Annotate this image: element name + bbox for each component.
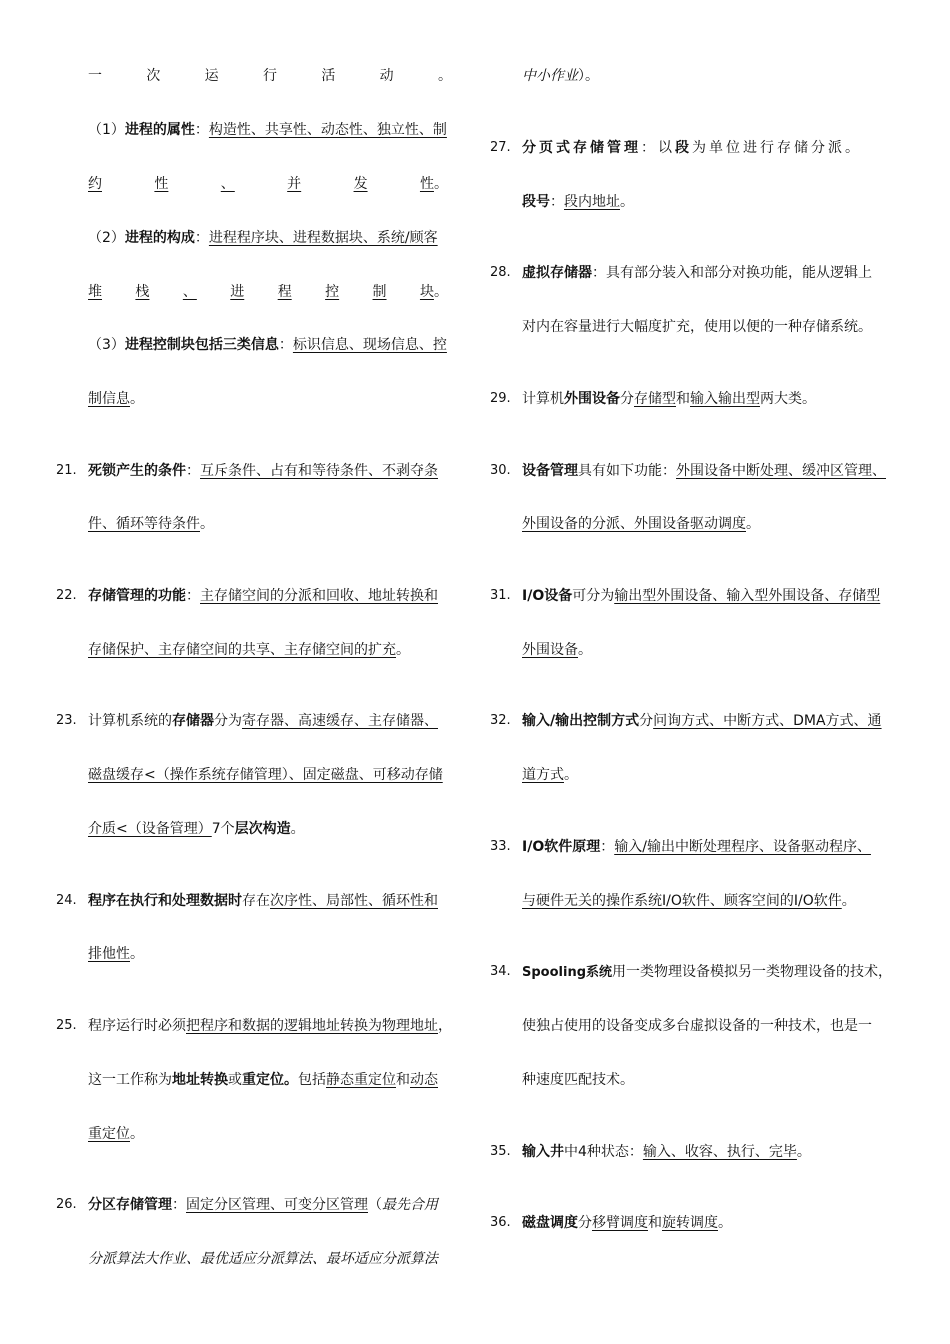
item-number-28: 28. — [490, 265, 511, 280]
io-software-line2 — [522, 891, 856, 911]
small-jobs: 中小作业 — [522, 68, 578, 84]
text: 分 — [639, 713, 654, 729]
text: 和 — [648, 1215, 662, 1231]
term-pcb-info: 进程控制块包括三类信息 — [124, 337, 279, 353]
partition-algorithms: 最先合用 — [382, 1197, 438, 1213]
item-prefix: （3） — [88, 337, 125, 353]
char: 程 — [277, 284, 292, 300]
term-program-execution: 程序在执行和处理数据时 — [88, 893, 242, 909]
locality-line2 — [88, 944, 144, 964]
text: 存在 — [242, 893, 270, 909]
term-process-attributes: 进程的属性 — [124, 122, 195, 138]
input-well-line — [522, 1142, 811, 1162]
process-attributes-line1 — [88, 120, 447, 140]
io-devices-values-cont: 外围设备 — [522, 642, 578, 658]
char: 活 — [321, 68, 336, 84]
text: 可分为 — [572, 588, 615, 604]
process-attributes-values-cont — [88, 174, 434, 194]
relocation-line1 — [88, 1016, 452, 1036]
item-number-29: 29. — [490, 391, 511, 406]
text: 分 — [578, 1215, 592, 1231]
char: 并 — [287, 176, 302, 192]
term-segment-number: 段号 — [522, 194, 550, 210]
char: 动 — [379, 68, 394, 84]
period: 。 — [200, 516, 214, 532]
deadlock-line2 — [88, 514, 214, 534]
colon: ： — [278, 337, 293, 353]
memory-hierarchy-line2 — [88, 765, 443, 785]
continuation-line — [522, 66, 599, 86]
rotation-scheduling: 旋转调度 — [662, 1215, 718, 1231]
text: 具有如下功能： — [578, 463, 676, 479]
storage-functions-values-cont: 存储保护、主存储空间的共享、主存储空间的扩充 — [88, 642, 396, 658]
char: 、 — [182, 284, 197, 300]
term-segment-storage: 分页式存储管理 — [522, 140, 641, 156]
pcb-info-line1 — [88, 335, 447, 355]
char: 一 — [88, 68, 102, 84]
text: 种速度匹配技术。 — [522, 1072, 634, 1088]
memory-hierarchy-line3 — [88, 819, 305, 839]
spooling-line1 — [522, 962, 892, 982]
deadlock-line1 — [88, 461, 438, 481]
locality-values-cont: 排他性 — [88, 946, 130, 962]
text: 计算机系统的 — [88, 713, 172, 729]
deadlock-values-cont: 件、循环等待条件 — [88, 516, 200, 532]
text: 或 — [228, 1072, 242, 1088]
text: 和 — [396, 1072, 410, 1088]
char: 。 — [437, 68, 452, 84]
partition-values: 固定分区管理、可变分区管理 — [186, 1197, 368, 1213]
io-devices-line1 — [522, 586, 880, 606]
seek-scheduling: 移臂调度 — [592, 1215, 648, 1231]
term-input-well: 输入井 — [522, 1144, 564, 1160]
text: 7个 — [211, 821, 235, 837]
peripheral-types-line — [522, 389, 816, 409]
spooling-line2 — [522, 1016, 872, 1036]
storage-functions-values: 主存储空间的分派和回收、地址转换和 — [200, 588, 438, 604]
io-control-values: 问询方式、中断方式、DMA方式、通 — [653, 713, 882, 729]
text: 计算机 — [522, 391, 564, 407]
partition-algorithms-cont: 分派算法大作业、最优适应分派算法、最坏适应分派算法 — [88, 1251, 438, 1267]
process-composition-values-cont — [88, 282, 434, 302]
char: 行 — [262, 68, 277, 84]
item-number-23: 23. — [56, 713, 77, 728]
period: 。 — [434, 284, 448, 300]
static-relocation: 静态重定位 — [326, 1072, 396, 1088]
deadlock-values: 互斥条件、占有和等待条件、不剥夺条 — [200, 463, 438, 479]
period: 。 — [290, 821, 305, 837]
io-devices-values: 输出型外围设备、输入型外围设备、存储型 — [614, 588, 881, 604]
term-device-management: 设备管理 — [522, 463, 578, 479]
term-disk-scheduling: 磁盘调度 — [522, 1215, 578, 1231]
text: 和 — [676, 391, 690, 407]
text: 两大类。 — [760, 391, 816, 407]
char: 制 — [372, 284, 387, 300]
memory-hierarchy-values-end: 介质<（设备管理） — [88, 821, 212, 837]
char: 、 — [220, 176, 235, 192]
char: 约 — [88, 176, 102, 192]
term-relocation: 重定位。 — [242, 1072, 298, 1088]
relocation-line3 — [88, 1124, 144, 1144]
period: 。 — [130, 1126, 144, 1142]
item-number-25: 25. — [56, 1018, 77, 1033]
period: 。 — [130, 946, 144, 962]
period: 。 — [434, 176, 448, 192]
device-management-values-cont: 外围设备的分派、外围设备驱动调度 — [522, 516, 746, 532]
process-attributes-values: 构造性、共享性、动态性、独立性、制 — [208, 122, 447, 138]
item-number-22: 22. — [56, 588, 77, 603]
locality-values: 次序性、局部性、循环性和 — [270, 893, 438, 909]
item-number-30: 30. — [490, 463, 511, 478]
term-io-devices: I/O设备 — [522, 588, 573, 604]
term-memory: 存储器 — [172, 713, 214, 729]
intro-line — [88, 66, 452, 86]
char: 次 — [146, 68, 161, 84]
device-management-line2 — [522, 514, 760, 534]
period: 。 — [746, 516, 760, 532]
char: 控 — [325, 284, 340, 300]
process-composition-line1 — [88, 228, 438, 248]
term-virtual-memory: 虚拟存储器 — [522, 265, 592, 281]
period: 。 — [718, 1215, 732, 1231]
colon: ： — [194, 122, 209, 138]
paren: （ — [368, 1197, 382, 1213]
term-segment: 段 — [675, 140, 692, 156]
text: ：具有部分装入和部分对换功能，能从逻辑上 — [592, 265, 872, 281]
relocation-line2 — [88, 1070, 438, 1090]
item-number-35: 35. — [490, 1144, 511, 1159]
item-number-26: 26. — [56, 1197, 77, 1212]
colon: ： — [600, 839, 615, 855]
io-control-line2 — [522, 765, 578, 785]
io-type: 输入输出型 — [690, 391, 760, 407]
segment-storage-line1 — [522, 138, 862, 158]
text: 包括 — [298, 1072, 326, 1088]
dynamic-relocation: 动态 — [410, 1072, 438, 1088]
colon: ： — [186, 463, 200, 479]
period: 。 — [841, 893, 856, 909]
io-devices-line2 — [522, 640, 592, 660]
period: 。 — [130, 391, 144, 407]
char: 栈 — [135, 284, 150, 300]
colon: ： — [194, 230, 209, 246]
partition-line1 — [88, 1195, 438, 1215]
text: 程序运行时必须 — [88, 1018, 186, 1034]
period: 。 — [620, 194, 634, 210]
memory-hierarchy-line1 — [88, 711, 438, 731]
term-hierarchy: 层次构造 — [234, 821, 291, 837]
item-prefix: （1） — [88, 122, 125, 138]
memory-hierarchy-values: 寄存器、高速缓存、主存储器、 — [242, 713, 438, 729]
char: 性 — [154, 176, 169, 192]
text: 中4种状态： — [564, 1144, 643, 1160]
period: 。 — [564, 767, 578, 783]
memory-hierarchy-values-cont: 磁盘缓存<（操作系统存储管理）、固定磁盘、可移动存储 — [88, 767, 443, 783]
colon: ： — [172, 1197, 186, 1213]
segment-storage-line2 — [522, 192, 634, 212]
char: 堆 — [88, 284, 102, 300]
pcb-info-values: 标识信息、现场信息、控 — [292, 337, 447, 353]
text: 分 — [620, 391, 634, 407]
text: 对内在容量进行大幅度扩充，使用以便的一种存储系统。 — [522, 319, 872, 335]
term-address-translation: 地址转换 — [172, 1072, 228, 1088]
item-number-24: 24. — [56, 893, 77, 908]
io-control-values-cont: 道方式 — [522, 767, 564, 783]
text: 用一类物理设备模拟另一类物理设备的技术， — [612, 964, 893, 980]
item-number-31: 31. — [490, 588, 511, 603]
address-translation-desc: 把程序和数据的逻辑地址转换为物理地址 — [186, 1018, 438, 1034]
comma: ， — [438, 1018, 452, 1034]
storage-type: 存储型 — [634, 391, 676, 407]
term-spooling: Spooling系统 — [522, 965, 613, 980]
process-composition-line2 — [88, 282, 454, 302]
period: 。 — [396, 642, 410, 658]
term-storage-functions: 存储管理的功能 — [88, 588, 186, 604]
paren-period: ）。 — [578, 68, 599, 84]
text: 分为 — [214, 713, 242, 729]
item-number-33: 33. — [490, 839, 511, 854]
pcb-info-line2 — [88, 389, 144, 409]
disk-scheduling-line — [522, 1213, 732, 1233]
text: 为单位进行存储分派。 — [692, 140, 862, 156]
colon: ： — [550, 194, 564, 210]
term-io-control: 输入/输出控制方式 — [522, 713, 640, 729]
item-number-36: 36. — [490, 1215, 511, 1230]
device-management-line1 — [522, 461, 886, 481]
colon: ： — [186, 588, 200, 604]
item-prefix: （2） — [88, 230, 125, 246]
text: ：以 — [641, 140, 675, 156]
io-software-values-cont: 与硬件无关的操作系统I/O软件、顾客空间的I/O软件 — [522, 893, 842, 909]
term-partition-storage: 分区存储管理 — [88, 1197, 172, 1213]
device-management-values: 外围设备中断处理、缓冲区管理、 — [676, 463, 886, 479]
item-number-32: 32. — [490, 713, 511, 728]
char: 性 — [419, 176, 434, 192]
pcb-info-values-cont: 制信息 — [88, 391, 130, 407]
item-number-34: 34. — [490, 964, 511, 979]
char: 运 — [204, 68, 219, 84]
locality-line1 — [88, 891, 438, 911]
text: 这一工作称为 — [88, 1072, 172, 1088]
item-number-27: 27. — [490, 140, 511, 155]
partition-line2 — [88, 1249, 438, 1269]
spooling-line3 — [522, 1070, 634, 1090]
item-number-21: 21. — [56, 463, 77, 478]
term-io-software: I/O软件原理 — [522, 839, 601, 855]
term-deadlock-conditions: 死锁产生的条件 — [88, 463, 186, 479]
virtual-memory-line2 — [522, 317, 872, 337]
dynamic-relocation-cont: 重定位 — [88, 1126, 130, 1142]
input-well-states: 输入、收容、执行、完毕 — [642, 1144, 797, 1160]
io-software-line1 — [522, 837, 871, 857]
io-control-line1 — [522, 711, 882, 731]
period: 。 — [796, 1144, 811, 1160]
text: 使独占使用的设备变成多台虚拟设备的一种技术，也是一 — [522, 1018, 872, 1034]
segment-offset: 段内地址 — [564, 194, 620, 210]
period: 。 — [578, 642, 592, 658]
term-process-composition: 进程的构成 — [124, 230, 195, 246]
storage-functions-line1 — [88, 586, 438, 606]
storage-functions-line2 — [88, 640, 410, 660]
char: 块 — [419, 284, 434, 300]
char: 发 — [353, 176, 368, 192]
virtual-memory-line1 — [522, 263, 872, 283]
process-composition-values: 进程程序块、进程数据块、系统/顾客 — [208, 230, 438, 246]
char: 进 — [230, 284, 245, 300]
io-software-values: 输入/输出中断处理程序、设备驱动程序、 — [614, 839, 871, 855]
process-attributes-line2 — [88, 174, 454, 194]
term-peripherals: 外围设备 — [564, 391, 620, 407]
